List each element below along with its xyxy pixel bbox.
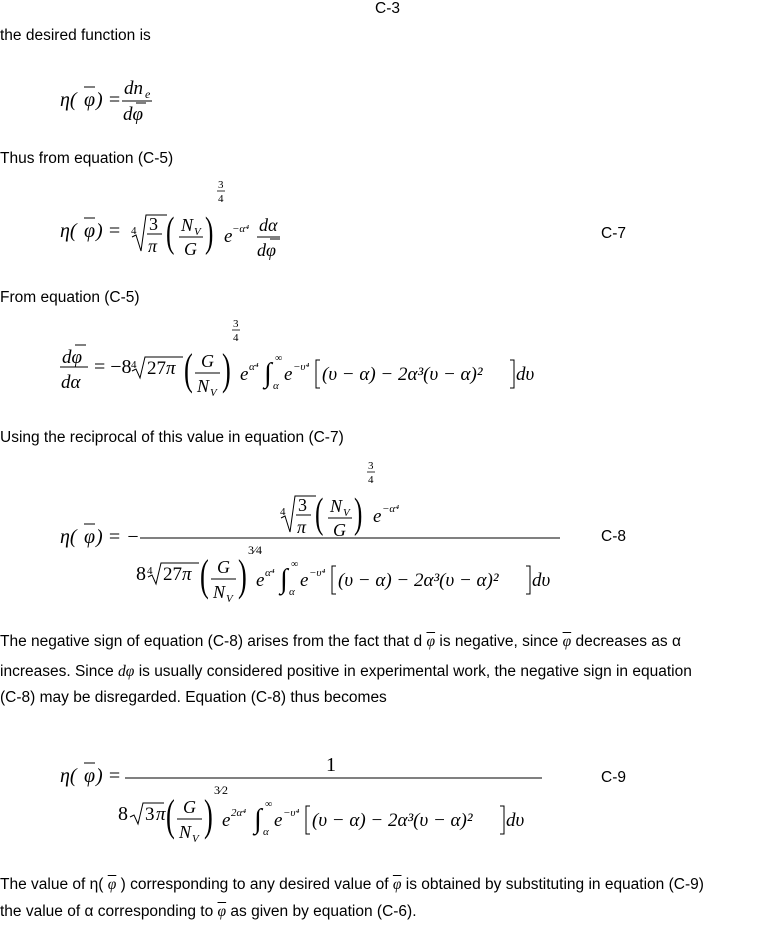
svg-text:27: 27 — [163, 564, 182, 585]
svg-text:V: V — [210, 387, 217, 399]
svg-text:e: e — [300, 570, 309, 591]
svg-text:): ) — [238, 551, 247, 600]
svg-text:(υ − α) − 2α³(υ − α)²: (υ − α) − 2α³(υ − α)² — [322, 364, 483, 385]
svg-text:G: G — [184, 239, 197, 259]
final-line-1-a: The value of η( — [0, 876, 104, 893]
svg-text:α: α — [263, 826, 269, 838]
svg-text:(: ( — [166, 209, 175, 256]
svg-text:α⁴: α⁴ — [265, 567, 275, 579]
svg-text:4: 4 — [131, 359, 137, 371]
svg-text:e: e — [224, 226, 233, 247]
svg-text:e: e — [284, 364, 293, 385]
equation-c8-label: C-8 — [601, 528, 626, 545]
svg-text:−α⁴: −α⁴ — [382, 503, 400, 515]
svg-text:∞: ∞ — [265, 799, 273, 810]
svg-text:dα: dα — [259, 215, 278, 235]
equation-c7 — [60, 175, 290, 270]
final-line-1-c: is obtained by substituting in equation (C-9) — [405, 876, 704, 893]
svg-text:α: α — [273, 380, 279, 392]
svg-text:e: e — [274, 810, 283, 831]
svg-text:(: ( — [166, 791, 175, 840]
svg-text:−υ⁴: −υ⁴ — [283, 807, 300, 819]
svg-text:V: V — [226, 593, 233, 605]
phi-symbol: $\overline{\varphi}$ — [426, 633, 436, 650]
svg-text:): ) — [222, 345, 231, 394]
paragraph-line-2-b: is usually considered positive in experimental work, the negative sign in equation — [138, 663, 692, 680]
alpha-symbol: α — [84, 903, 94, 920]
svg-text:4: 4 — [280, 506, 286, 518]
using-reciprocal-text: Using the reciprocal of this value in equation (C-7) — [0, 429, 344, 446]
svg-text:4: 4 — [233, 332, 239, 344]
svg-text:N: N — [330, 496, 343, 516]
svg-text:(: ( — [315, 490, 324, 537]
svg-text:η(: η( — [60, 220, 77, 242]
svg-text:φ: φ — [84, 89, 96, 111]
svg-text:φ: φ — [84, 220, 96, 242]
svg-text:dυ: dυ — [506, 810, 525, 831]
svg-text:N: N — [179, 822, 192, 842]
svg-text:V: V — [194, 226, 201, 238]
svg-text:N: N — [197, 376, 210, 396]
equation-c7-label: C-7 — [601, 225, 626, 242]
svg-text:∞: ∞ — [275, 353, 283, 364]
from-equation-text: From equation (C-5) — [0, 289, 140, 306]
svg-text:G: G — [201, 351, 214, 371]
svg-text:dφ: dφ — [257, 240, 276, 260]
svg-text:3⁄2: 3⁄2 — [214, 783, 229, 797]
svg-text:N: N — [181, 215, 194, 235]
svg-text:1: 1 — [326, 754, 336, 776]
paragraph-line-1-c: decreases as — [575, 633, 668, 650]
svg-text:π: π — [156, 804, 166, 825]
equation-c9-label: C-9 — [601, 769, 626, 786]
final-line-2-a: the value of — [0, 903, 81, 920]
phi-symbol: $\overline{\varphi}$ — [217, 903, 227, 920]
svg-text:∫: ∫ — [254, 804, 262, 835]
paragraph-line-2-a: increases. Since — [0, 663, 114, 680]
phi-symbol: $\overline{\varphi}$ — [107, 876, 117, 893]
page-header: C-3 — [375, 0, 400, 17]
svg-text:4: 4 — [218, 193, 224, 205]
svg-text:): ) — [204, 791, 213, 840]
svg-text:η(: η( — [60, 89, 77, 111]
svg-text:= −8: = −8 — [94, 356, 132, 378]
svg-text:) =: ) = — [96, 765, 122, 787]
svg-text:e: e — [145, 87, 151, 101]
svg-text:4: 4 — [147, 565, 153, 577]
svg-text:dn: dn — [124, 78, 143, 99]
phi-symbol: $\overline{\varphi}$ — [392, 876, 402, 893]
svg-text:−α⁴: −α⁴ — [232, 223, 250, 235]
final-line-1 — [0, 875, 704, 895]
svg-text:dφ: dφ — [123, 104, 144, 125]
thus-from-text: Thus from equation (C-5) — [0, 150, 174, 167]
svg-text:4: 4 — [131, 225, 137, 237]
paragraph-line-2 — [0, 662, 692, 682]
svg-text:α⁴: α⁴ — [249, 361, 259, 373]
final-line-2-c: as given by equation (C-6). — [230, 903, 417, 920]
svg-text:3: 3 — [298, 495, 307, 515]
svg-text:2α⁴: 2α⁴ — [231, 807, 247, 819]
svg-text:dα: dα — [61, 372, 81, 393]
svg-text:η(: η( — [60, 765, 77, 787]
svg-text:G: G — [217, 557, 230, 577]
svg-text:π: π — [182, 564, 192, 585]
svg-text:(υ − α) − 2α³(υ − α)²: (υ − α) − 2α³(υ − α)² — [312, 810, 473, 831]
final-line-2 — [0, 902, 417, 922]
alpha-symbol: α — [672, 633, 681, 650]
svg-text:(υ − α) − 2α³(υ − α)²: (υ − α) − 2α³(υ − α)² — [338, 570, 499, 591]
svg-text:V: V — [343, 507, 350, 519]
svg-text:π: π — [297, 517, 307, 537]
svg-text:e: e — [256, 570, 265, 591]
svg-text:3⁄4: 3⁄4 — [248, 543, 263, 557]
svg-text:e: e — [240, 364, 249, 385]
svg-text:V: V — [192, 833, 199, 845]
svg-text:G: G — [183, 797, 196, 817]
svg-text:G: G — [333, 520, 346, 540]
svg-text:4: 4 — [368, 474, 374, 486]
svg-text:∫: ∫ — [264, 358, 272, 389]
dphi-symbol: dφ — [118, 663, 135, 680]
svg-text:∫: ∫ — [280, 564, 288, 595]
final-line-1-b: ) corresponding to any desired value of — [120, 876, 389, 893]
phi-symbol: $\overline{\varphi}$ — [562, 633, 572, 650]
svg-text:3: 3 — [145, 804, 155, 825]
svg-text:3: 3 — [149, 214, 158, 234]
svg-text:): ) — [354, 490, 363, 537]
intro-text: the desired function is — [0, 27, 151, 44]
svg-text:) = −: ) = − — [96, 526, 140, 548]
paragraph-line-1-a: The negative sign of equation (C-8) arises from the fact that d — [0, 633, 423, 650]
svg-text:−υ⁴: −υ⁴ — [293, 361, 310, 373]
svg-text:π: π — [148, 236, 158, 256]
svg-text:3: 3 — [368, 460, 374, 472]
svg-text:dυ: dυ — [516, 364, 535, 385]
svg-text:(: ( — [184, 345, 193, 394]
svg-text:3: 3 — [218, 179, 224, 191]
svg-text:N: N — [213, 582, 226, 602]
svg-text:): ) — [205, 209, 214, 256]
paragraph-line-1-b: is negative, since — [439, 633, 559, 650]
final-line-2-b: corresponding to — [97, 903, 214, 920]
svg-text:) =: ) = — [96, 89, 122, 111]
svg-text:e: e — [222, 810, 231, 831]
paragraph-line-3: (C-8) may be disregarded. Equation (C-8) thus becomes — [0, 689, 387, 706]
svg-text:dφ: dφ — [62, 347, 83, 368]
dphi-dalpha-equation — [60, 318, 535, 410]
eta-definition-equation — [60, 74, 170, 129]
equation-c8 — [60, 460, 570, 610]
svg-text:dυ: dυ — [532, 570, 551, 591]
svg-text:e: e — [373, 506, 382, 527]
svg-text:−υ⁴: −υ⁴ — [309, 567, 326, 579]
svg-text:8: 8 — [118, 803, 128, 825]
svg-text:π: π — [166, 358, 176, 379]
svg-text:φ: φ — [84, 765, 96, 787]
svg-text:α: α — [289, 586, 295, 598]
svg-text:27: 27 — [147, 358, 166, 379]
svg-text:η(: η( — [60, 526, 77, 548]
equation-c9 — [60, 748, 550, 848]
svg-text:φ: φ — [84, 526, 96, 548]
svg-text:3: 3 — [233, 318, 239, 330]
svg-text:8: 8 — [136, 563, 146, 585]
paragraph-line-1 — [0, 632, 681, 652]
svg-text:) =: ) = — [96, 220, 122, 242]
svg-text:(: ( — [200, 551, 209, 600]
svg-text:∞: ∞ — [291, 559, 299, 570]
